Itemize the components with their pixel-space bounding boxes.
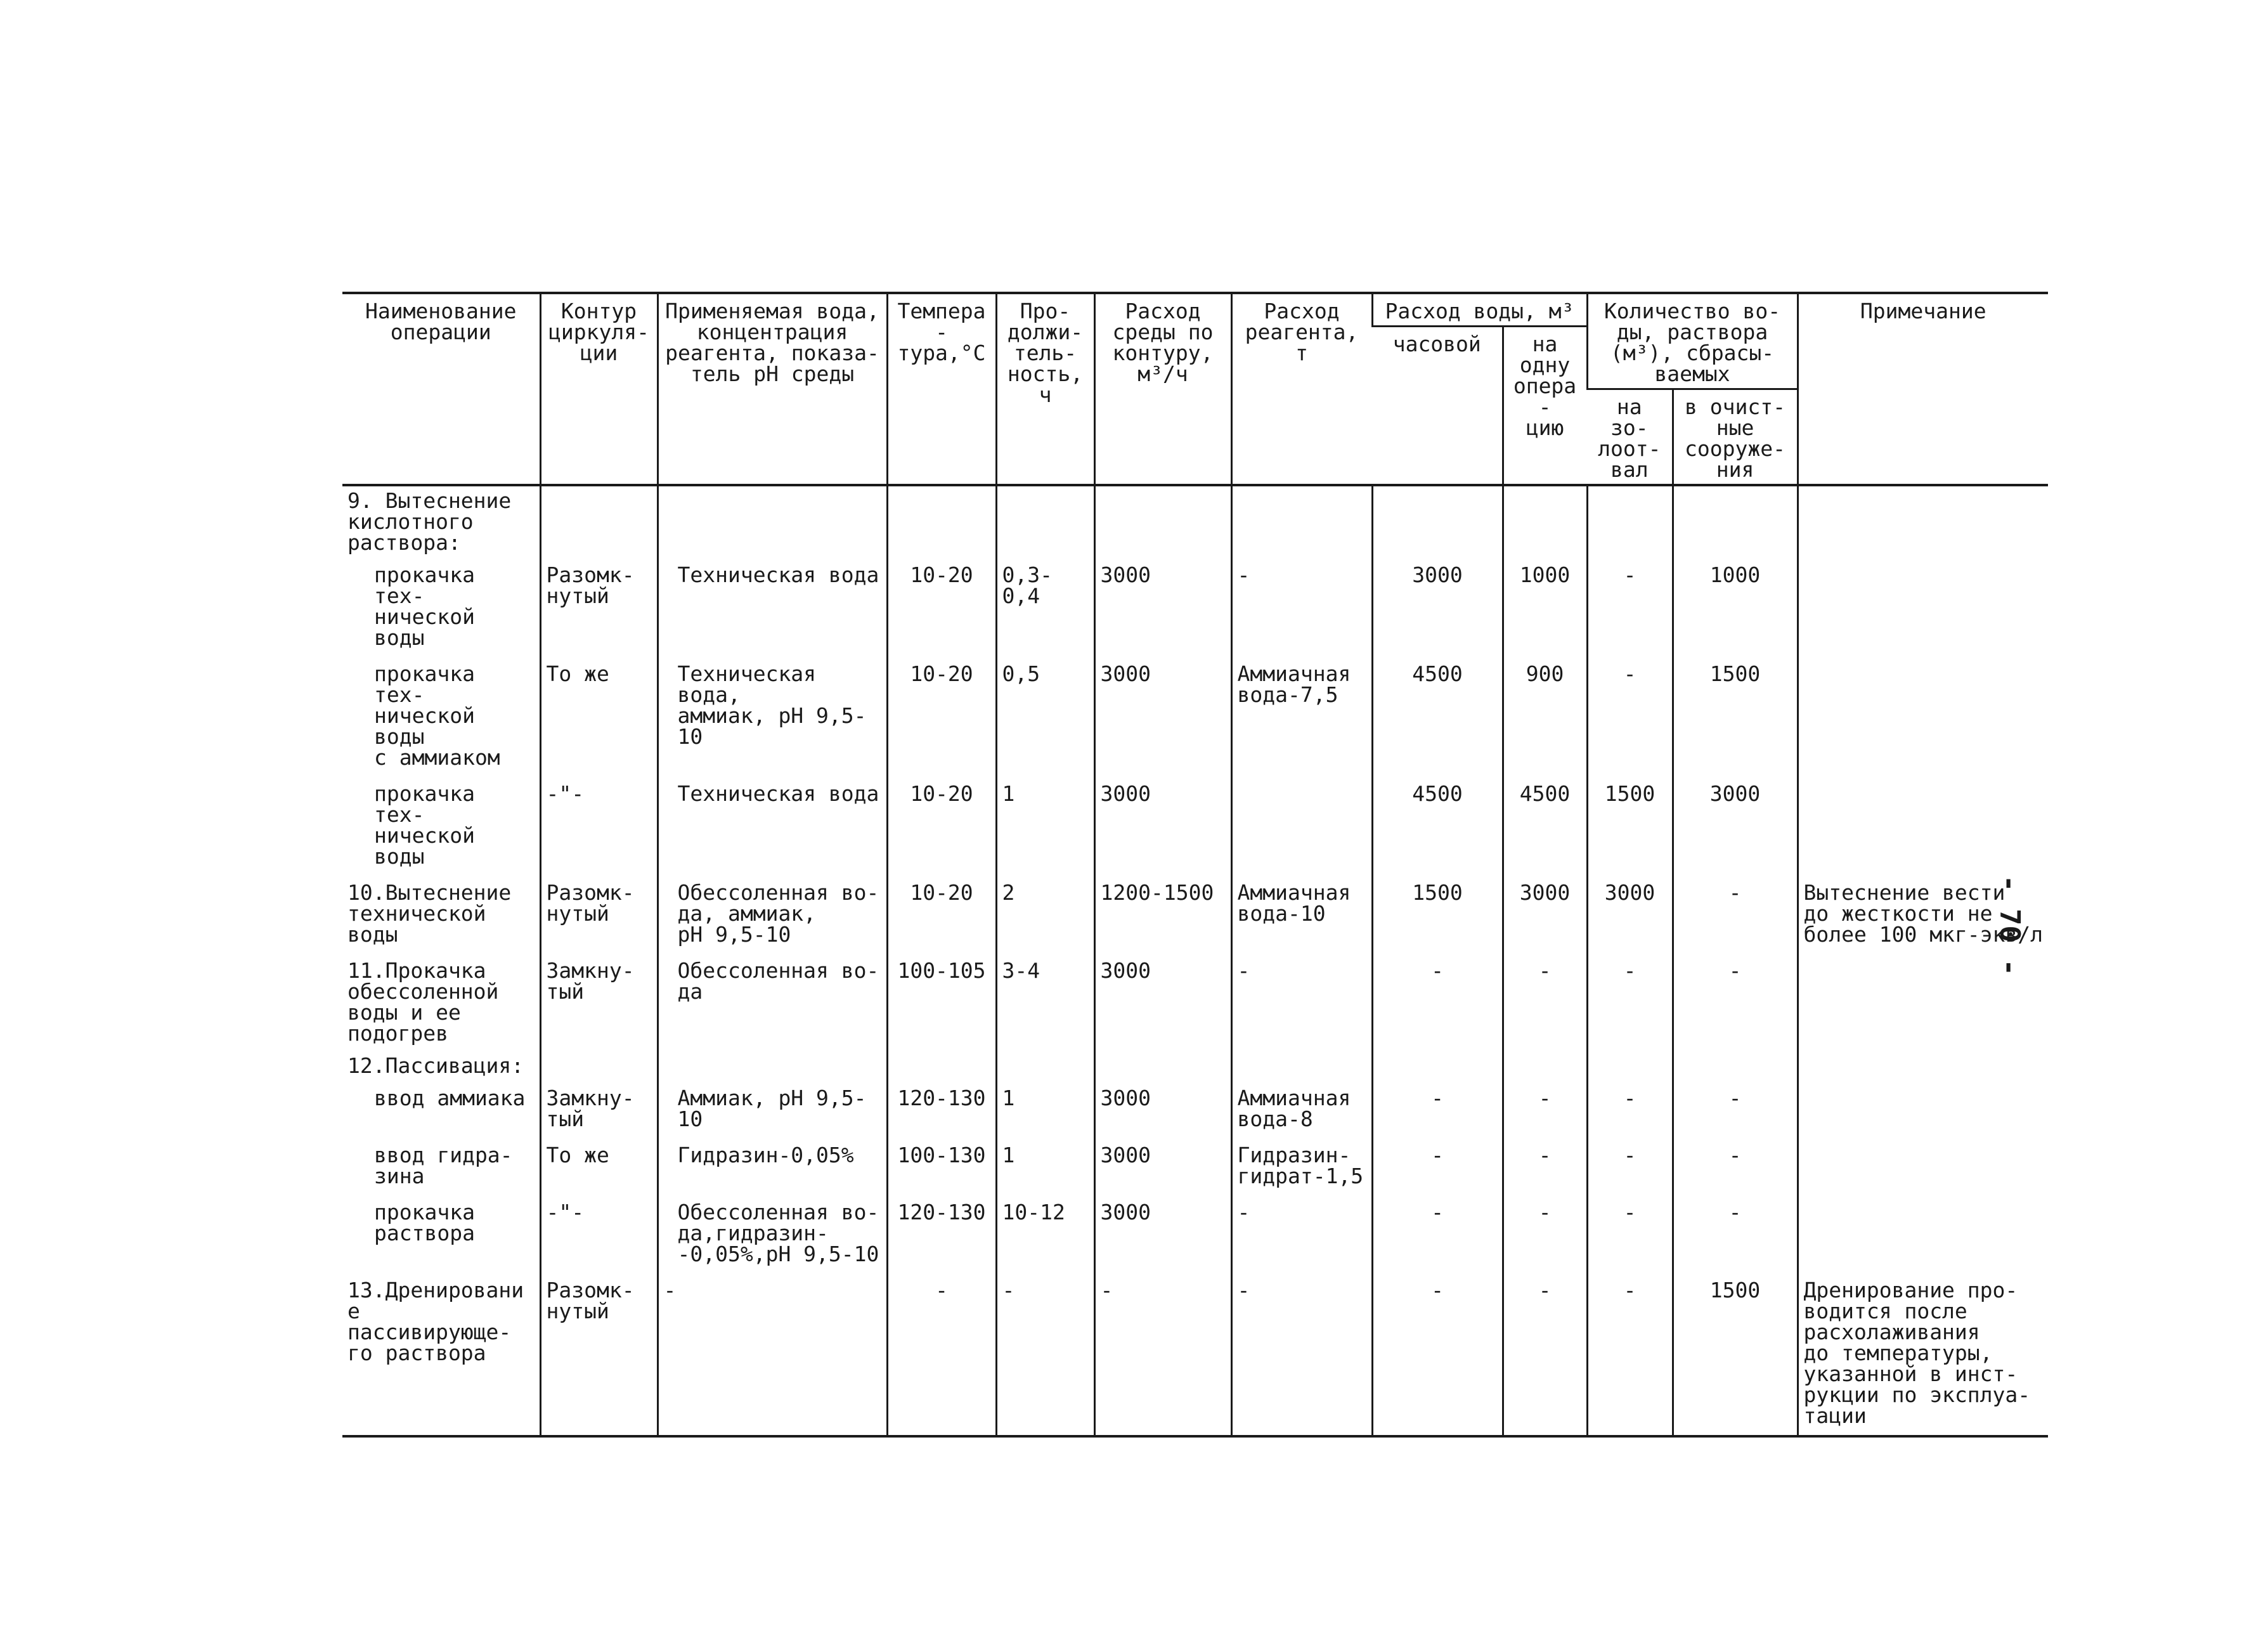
cell-operation: 12.Пассивация: [347, 1053, 524, 1078]
cell-note [1798, 656, 2048, 776]
cell-to-ash: 1500 [1587, 776, 1673, 874]
cell-note [1798, 557, 2048, 656]
header-reagent: Расход реагента, т [1231, 293, 1372, 485]
cell-to-ash: - [1587, 1080, 1673, 1137]
table-row [342, 1080, 2048, 1137]
cell-hourly: - [1372, 952, 1503, 1051]
table-row [342, 557, 2048, 656]
cell-circuit: -"- [540, 1194, 658, 1272]
cell-reagent: Аммиачная вода-10 [1231, 874, 1372, 952]
cell-per-operation [1503, 485, 1587, 557]
cell-to-treatment: - [1673, 1194, 1798, 1272]
cell-water: Обессоленная во- да, аммиак, рН 9,5-10 [658, 874, 887, 952]
cell-duration: 0,5 [996, 656, 1094, 776]
cell-duration: - [996, 1272, 1094, 1436]
cell-temperature [887, 485, 996, 557]
cell-hourly [1372, 1051, 1503, 1080]
cell-to-ash: - [1587, 557, 1673, 656]
cell-duration: 1 [996, 776, 1094, 874]
cell-temperature [887, 1051, 996, 1080]
cell-hourly: 4500 [1372, 776, 1503, 874]
cell-per-operation: 3000 [1503, 874, 1587, 952]
cell-reagent: Аммиачная вода-8 [1231, 1080, 1372, 1137]
cell-reagent: - [1231, 1272, 1372, 1436]
cell-hourly: - [1372, 1272, 1503, 1436]
cell-temperature: 120-130 [887, 1080, 996, 1137]
cell-hourly: 4500 [1372, 656, 1503, 776]
cell-note [1798, 776, 2048, 874]
cell-note [1798, 485, 2048, 557]
cell-note: Вытеснение вести до жесткости не более 100 мкг-экв/л [1798, 874, 2048, 952]
cell-operation: прокачка тех- нической воды [374, 562, 475, 650]
cell-to-treatment: - [1673, 1137, 1798, 1194]
cell-to-treatment: - [1673, 874, 1798, 952]
cell-to-ash: - [1587, 1194, 1673, 1272]
cell-to-treatment: - [1673, 952, 1798, 1051]
cell-to-ash: 3000 [1587, 874, 1673, 952]
cell-circuit: Разомк- нутый [540, 1272, 658, 1436]
cell-duration: 1 [996, 1080, 1094, 1137]
cell-to-treatment [1673, 1051, 1798, 1080]
cell-per-operation: - [1503, 1137, 1587, 1194]
cell-water [658, 1051, 887, 1080]
cell-per-operation [1503, 1051, 1587, 1080]
cell-to-ash [1587, 485, 1673, 557]
cell-to-treatment: 1000 [1673, 557, 1798, 656]
cell-water [658, 485, 887, 557]
cell-water: Техническая вода [658, 557, 887, 656]
cell-temperature: 100-105 [887, 952, 996, 1051]
cell-per-operation: - [1503, 1080, 1587, 1137]
cell-duration [996, 1051, 1094, 1080]
header-operation: Наименование операции [342, 293, 540, 485]
cell-reagent: - [1231, 557, 1372, 656]
table-row [342, 1051, 2048, 1080]
cell-flow: 3000 [1094, 557, 1231, 656]
cell-note [1798, 1051, 2048, 1080]
cell-water: Аммиак, рН 9,5-10 [658, 1080, 887, 1137]
table-row [342, 485, 2048, 557]
cell-reagent: - [1231, 1194, 1372, 1272]
operations-table [342, 292, 2048, 1438]
cell-duration: 1 [996, 1137, 1094, 1194]
table-body [342, 485, 2048, 1436]
header-to-treatment: в очист- ные сооруже- ния [1673, 389, 1798, 486]
header-water-consumption: Расход воды, м³ [1372, 293, 1587, 327]
cell-circuit [540, 485, 658, 557]
cell-circuit [540, 1051, 658, 1080]
cell-flow: - [1094, 1272, 1231, 1436]
header-hourly: часовой [1372, 327, 1503, 486]
cell-note [1798, 1194, 2048, 1272]
cell-to-treatment: 1500 [1673, 656, 1798, 776]
cell-hourly: 1500 [1372, 874, 1503, 952]
cell-to-ash [1587, 1051, 1673, 1080]
cell-water: - [658, 1272, 887, 1436]
cell-operation: прокачка тех- нической воды с аммиаком [374, 661, 500, 770]
cell-hourly: - [1372, 1080, 1503, 1137]
cell-flow: 3000 [1094, 1137, 1231, 1194]
page-number: - 70 - [1993, 875, 2026, 976]
cell-duration [996, 485, 1094, 557]
cell-flow [1094, 485, 1231, 557]
cell-operation: прокачка раствора [374, 1200, 475, 1245]
table-row [342, 1194, 2048, 1272]
cell-temperature: 10-20 [887, 557, 996, 656]
cell-operation: 10.Вытеснение технической воды [347, 880, 512, 947]
cell-operation: прокачка тех- нической воды [374, 781, 475, 869]
cell-note [1798, 1137, 2048, 1194]
cell-temperature: 100-130 [887, 1137, 996, 1194]
cell-per-operation: 1000 [1503, 557, 1587, 656]
header-circuit: Контур циркуля- ции [540, 293, 658, 485]
cell-flow [1094, 1051, 1231, 1080]
table-row [342, 952, 2048, 1051]
cell-hourly: 3000 [1372, 557, 1503, 656]
cell-to-treatment [1673, 485, 1798, 557]
cell-reagent: Аммиачная вода-7,5 [1231, 656, 1372, 776]
cell-per-operation: - [1503, 952, 1587, 1051]
cell-operation: ввод гидра- зина [374, 1143, 513, 1188]
cell-water: Обессоленная во- да,гидразин- -0,05%,рН 9,5-10 [658, 1194, 887, 1272]
cell-hourly [1372, 485, 1503, 557]
cell-reagent [1231, 776, 1372, 874]
cell-duration: 10-12 [996, 1194, 1094, 1272]
cell-circuit: То же [540, 1137, 658, 1194]
header-water: Применяемая вода, концентрация реагента, показа- тель рН среды [658, 293, 887, 485]
cell-reagent: - [1231, 952, 1372, 1051]
cell-note: Дренирование про- водится после расхолаживания до температуры, указанной в инст- рукции по эксплуа- тации [1798, 1272, 2048, 1436]
cell-water: Обессоленная во- да [658, 952, 887, 1051]
cell-operation: 11.Прокачка обессоленной воды и ее подогрев [347, 958, 499, 1046]
cell-temperature: 120-130 [887, 1194, 996, 1272]
cell-flow: 3000 [1094, 656, 1231, 776]
cell-reagent [1231, 1051, 1372, 1080]
table-row [342, 656, 2048, 776]
cell-flow: 3000 [1094, 952, 1231, 1051]
table-row [342, 874, 2048, 952]
cell-circuit: То же [540, 656, 658, 776]
header-to-ash: на зо- лоот- вал [1587, 389, 1673, 486]
cell-duration: 3-4 [996, 952, 1094, 1051]
cell-to-treatment: 3000 [1673, 776, 1798, 874]
cell-hourly: - [1372, 1137, 1503, 1194]
cell-reagent: Гидразин- гидрат-1,5 [1231, 1137, 1372, 1194]
header-per-operation: на одну опера- цию [1503, 327, 1587, 486]
cell-circuit: Разомк- нутый [540, 874, 658, 952]
cell-flow: 3000 [1094, 1194, 1231, 1272]
cell-to-ash: - [1587, 1272, 1673, 1436]
header-temperature: Темпера- тура,°С [887, 293, 996, 485]
cell-circuit: -"- [540, 776, 658, 874]
cell-note [1798, 1080, 2048, 1137]
cell-operation: 9. Вытеснение кислотного раствора: [347, 488, 512, 555]
cell-operation: ввод аммиака [374, 1086, 526, 1110]
header-flow: Расход среды по контуру, м³/ч [1094, 293, 1231, 485]
table-row [342, 1272, 2048, 1436]
cell-reagent [1231, 485, 1372, 557]
cell-flow: 3000 [1094, 776, 1231, 874]
cell-to-treatment: 1500 [1673, 1272, 1798, 1436]
cell-to-ash: - [1587, 952, 1673, 1051]
cell-to-ash: - [1587, 1137, 1673, 1194]
cell-per-operation: - [1503, 1272, 1587, 1436]
cell-duration: 0,3-0,4 [996, 557, 1094, 656]
cell-temperature: - [887, 1272, 996, 1436]
cell-water: Техническая вода, аммиак, рН 9,5-10 [658, 656, 887, 776]
cell-hourly: - [1372, 1194, 1503, 1272]
header-note: Примечание [1798, 293, 2048, 485]
cell-water: Техническая вода [658, 776, 887, 874]
cell-operation: 13.Дренирование пассивирующе- го раствора [342, 1272, 540, 1436]
header-discharge: Количество во- ды, раствора (м³), сбрасы- ваемых [1587, 293, 1798, 389]
cell-flow: 1200-1500 [1094, 874, 1231, 952]
cell-per-operation: 900 [1503, 656, 1587, 776]
cell-duration: 2 [996, 874, 1094, 952]
cell-to-ash: - [1587, 656, 1673, 776]
cell-circuit: Разомк- нутый [540, 557, 658, 656]
table-row [342, 776, 2048, 874]
table-row [342, 1137, 2048, 1194]
cell-water: Гидразин-0,05% [658, 1137, 887, 1194]
cell-per-operation: - [1503, 1194, 1587, 1272]
cell-temperature: 10-20 [887, 874, 996, 952]
cell-temperature: 10-20 [887, 656, 996, 776]
cell-to-treatment: - [1673, 1080, 1798, 1137]
cell-flow: 3000 [1094, 1080, 1231, 1137]
cell-circuit: Замкну- тый [540, 952, 658, 1051]
cell-temperature: 10-20 [887, 776, 996, 874]
cell-per-operation: 4500 [1503, 776, 1587, 874]
header-duration: Про- должи- тель- ность, ч [996, 293, 1094, 485]
cell-circuit: Замкну- тый [540, 1080, 658, 1137]
